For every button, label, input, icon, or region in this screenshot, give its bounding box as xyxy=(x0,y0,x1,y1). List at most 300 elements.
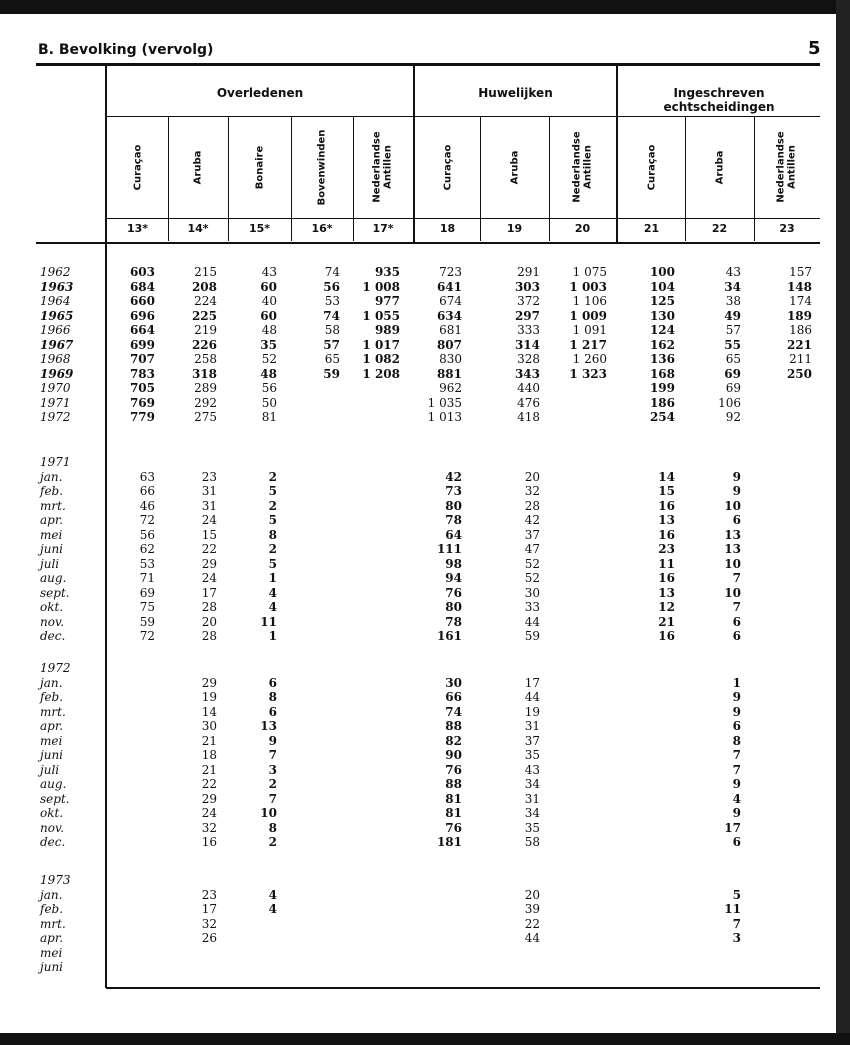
table-cell: 7 xyxy=(732,762,741,777)
table-cell: 9 xyxy=(732,777,741,791)
row-label: okt. xyxy=(40,806,64,820)
table-cell: 440 xyxy=(517,381,540,395)
table-cell: 4 xyxy=(268,585,277,600)
table-cell: 221 xyxy=(786,337,812,352)
table-cell: 20 xyxy=(524,469,540,484)
table-cell: 72 xyxy=(139,629,155,643)
row-label: okt. xyxy=(40,600,64,614)
row-label: juli xyxy=(40,556,60,571)
row-label: sept. xyxy=(40,585,70,600)
table-cell: 1 260 xyxy=(572,352,607,366)
table-cell: 16 xyxy=(658,498,675,513)
table-cell: 208 xyxy=(191,279,217,294)
table-cell: 226 xyxy=(191,337,217,352)
table-cell: 314 xyxy=(514,337,540,352)
table-cell: 69 xyxy=(139,585,155,600)
table-cell: 9 xyxy=(732,469,741,484)
table-cell: 76 xyxy=(445,820,462,835)
table-cell: 20 xyxy=(201,614,217,629)
table-cell: 4 xyxy=(268,600,277,614)
table-cell: 34 xyxy=(524,777,540,791)
table-cell: 935 xyxy=(374,265,400,279)
table-cell: 124 xyxy=(649,323,675,337)
table-cell: 94 xyxy=(445,571,462,585)
table-cell: 161 xyxy=(436,629,462,643)
table-cell: 35 xyxy=(260,337,277,352)
row-label: jan. xyxy=(40,675,63,690)
group-label-overledenen: Overledenen xyxy=(216,86,304,100)
row-label: nov. xyxy=(40,820,65,835)
table-cell: 15 xyxy=(658,484,675,498)
column-header-17 xyxy=(353,118,413,216)
table-cell: 40 xyxy=(261,294,277,308)
table-cell: 21 xyxy=(201,733,217,748)
table-cell: 603 xyxy=(129,265,155,279)
row-label: 1970 xyxy=(40,381,71,395)
table-cell: 291 xyxy=(517,265,540,279)
table-cell: 69 xyxy=(724,366,741,381)
table-cell: 74 xyxy=(323,308,340,323)
table-cell: 29 xyxy=(201,791,217,806)
table-cell: 10 xyxy=(260,806,277,820)
table-cell: 13 xyxy=(260,719,277,733)
table-cell: 34 xyxy=(724,279,741,294)
table-cell: 11 xyxy=(724,902,741,916)
number-rule xyxy=(106,218,820,219)
table-cell: 684 xyxy=(129,279,155,294)
table-cell: 1 217 xyxy=(569,337,607,352)
row-label: juni xyxy=(40,960,64,974)
table-cell: 14 xyxy=(658,469,675,484)
row-label: aug. xyxy=(40,777,67,791)
table-cell: 78 xyxy=(445,614,462,629)
table-cell: 44 xyxy=(524,931,540,945)
row-label: sept. xyxy=(40,791,70,806)
table-cell: 292 xyxy=(194,395,217,410)
table-cell: 7 xyxy=(732,748,741,762)
table-cell: 297 xyxy=(514,308,540,323)
table-cell: 769 xyxy=(129,395,155,410)
table-cell: 4 xyxy=(268,887,277,902)
table-cell: 881 xyxy=(436,366,462,381)
table-cell: 641 xyxy=(436,279,462,294)
table-cell: 29 xyxy=(201,556,217,571)
table-cell: 81 xyxy=(445,791,462,806)
table-cell: 1 008 xyxy=(362,279,400,294)
column-number: 16* xyxy=(311,222,333,235)
table-cell: 29 xyxy=(201,675,217,690)
row-label: mei xyxy=(40,527,63,542)
table-cell: 30 xyxy=(445,675,462,690)
table-cell: 215 xyxy=(194,265,217,279)
row-label: 1972 xyxy=(40,410,71,424)
table-cell: 275 xyxy=(194,410,217,424)
table-cell: 35 xyxy=(524,820,540,835)
table-cell: 660 xyxy=(129,294,155,308)
table-cell: 34 xyxy=(524,806,540,820)
table-cell: 6 xyxy=(732,835,741,849)
table-cell: 174 xyxy=(789,294,812,308)
table-cell: 5 xyxy=(732,887,741,902)
table-cell: 12 xyxy=(658,600,675,614)
table-cell: 63 xyxy=(139,469,155,484)
row-label: 1967 xyxy=(40,337,74,352)
column-number: 21 xyxy=(643,222,660,235)
table-cell: 31 xyxy=(524,791,540,806)
table-cell: 60 xyxy=(260,279,277,294)
column-header-18 xyxy=(415,118,480,216)
block-year-heading: 1971 xyxy=(40,455,71,469)
table-cell: 28 xyxy=(201,600,217,614)
row-label: mrt. xyxy=(40,916,66,931)
column-header-15 xyxy=(228,118,291,216)
table-cell: 64 xyxy=(445,527,462,542)
column-header-label: Curaçao xyxy=(442,144,453,190)
row-label: nov. xyxy=(40,614,65,629)
table-cell: 55 xyxy=(724,337,741,352)
table-cell: 48 xyxy=(260,366,277,381)
column-number: 22 xyxy=(711,222,728,235)
table-cell: 8 xyxy=(268,527,277,542)
table-cell: 23 xyxy=(201,887,217,902)
row-label: juli xyxy=(40,762,60,777)
table-cell: 59 xyxy=(139,614,155,629)
table-cell: 35 xyxy=(524,748,540,762)
table-cell: 30 xyxy=(201,719,217,733)
table-cell: 17 xyxy=(201,585,217,600)
table-cell: 52 xyxy=(524,571,540,585)
table-cell: 82 xyxy=(445,733,462,748)
column-header-16 xyxy=(291,118,353,216)
table-cell: 8 xyxy=(268,690,277,704)
table-cell: 10 xyxy=(724,556,741,571)
table-cell: 32 xyxy=(201,820,217,835)
column-number: 23 xyxy=(779,222,795,235)
row-label: apr. xyxy=(40,513,64,527)
table-cell: 24 xyxy=(201,571,217,585)
table-cell: 1 055 xyxy=(362,308,400,323)
table-cell: 17 xyxy=(201,902,217,916)
table-cell: 81 xyxy=(445,806,462,820)
column-number: 18 xyxy=(439,222,456,235)
table-cell: 44 xyxy=(524,614,540,629)
table-cell: 1 009 xyxy=(569,308,607,323)
table-cell: 24 xyxy=(201,806,217,820)
column-header-label: Nederlandse Antillen xyxy=(372,131,394,203)
table-cell: 98 xyxy=(445,556,462,571)
column-header-label: Bonaire xyxy=(253,145,265,189)
table-cell: 9 xyxy=(732,806,741,820)
table-cell: 60 xyxy=(260,308,277,323)
table-cell: 57 xyxy=(725,323,741,337)
table-cell: 343 xyxy=(514,366,540,381)
table-cell: 72 xyxy=(139,513,155,527)
table-cell: 8 xyxy=(732,733,741,748)
table-cell: 88 xyxy=(445,719,462,733)
table-cell: 28 xyxy=(524,498,540,513)
table-cell: 69 xyxy=(725,381,741,395)
table-cell: 723 xyxy=(439,265,462,279)
column-header-label: Aruba xyxy=(713,150,725,184)
block-year-heading: 1973 xyxy=(40,873,71,887)
table-cell: 664 xyxy=(129,323,155,337)
group-rule xyxy=(106,116,820,117)
row-label: 1968 xyxy=(40,352,71,366)
table-cell: 186 xyxy=(649,395,675,410)
column-header-20 xyxy=(549,118,616,216)
table-cell: 37 xyxy=(524,733,540,748)
table-cell: 6 xyxy=(268,675,277,690)
table-cell: 1 xyxy=(268,571,277,585)
table-cell: 104 xyxy=(649,279,675,294)
group-label-huwelijken: Huwelijken xyxy=(478,86,553,100)
table-cell: 318 xyxy=(191,366,217,381)
table-cell: 76 xyxy=(445,585,462,600)
table-cell: 4 xyxy=(732,791,741,806)
table-cell: 1 208 xyxy=(362,366,400,381)
table-cell: 92 xyxy=(725,410,741,424)
table-cell: 1 013 xyxy=(427,410,462,424)
table-cell: 7 xyxy=(732,600,741,614)
table-cell: 199 xyxy=(649,381,675,395)
table-cell: 28 xyxy=(201,629,217,643)
table-cell: 258 xyxy=(194,352,217,366)
column-header-label: Curaçao xyxy=(132,144,143,190)
column-number: 15* xyxy=(248,222,271,235)
table-cell: 6 xyxy=(732,614,741,629)
table-cell: 31 xyxy=(201,498,217,513)
table-cell: 56 xyxy=(261,381,277,395)
table-cell: 977 xyxy=(374,294,400,308)
table-cell: 783 xyxy=(129,366,155,381)
table-cell: 181 xyxy=(436,835,462,849)
row-label: feb. xyxy=(40,902,64,916)
table-cell: 23 xyxy=(658,542,675,556)
table-cell: 100 xyxy=(649,265,675,279)
table-cell: 52 xyxy=(261,352,277,366)
row-label: 1965 xyxy=(40,308,74,323)
table-cell: 21 xyxy=(201,762,217,777)
table-cell: 1 106 xyxy=(572,294,607,308)
table-cell: 705 xyxy=(129,381,155,395)
table-cell: 13 xyxy=(724,527,741,542)
table-cell: 21 xyxy=(658,614,675,629)
table-cell: 1 003 xyxy=(569,279,607,294)
column-header-13 xyxy=(107,118,168,216)
table-cell: 18 xyxy=(201,748,217,762)
table-cell: 71 xyxy=(139,571,155,585)
column-header-21 xyxy=(618,118,685,216)
table-cell: 22 xyxy=(201,542,217,556)
table-cell: 1 xyxy=(732,675,741,690)
column-header-label: Nederlandse Antillen xyxy=(776,131,798,203)
page-number: 5 xyxy=(808,38,821,59)
row-label: 1969 xyxy=(40,366,74,381)
table-cell: 48 xyxy=(261,323,277,337)
table-cell: 30 xyxy=(524,585,540,600)
table-cell: 17 xyxy=(724,820,741,835)
table-cell: 186 xyxy=(789,323,812,337)
table-cell: 78 xyxy=(445,513,462,527)
table-cell: 11 xyxy=(658,556,675,571)
table-cell: 211 xyxy=(789,352,812,366)
table-cell: 16 xyxy=(201,835,217,849)
table-cell: 90 xyxy=(445,748,462,762)
table-cell: 1 017 xyxy=(362,337,400,352)
table-cell: 58 xyxy=(324,323,340,337)
row-label: feb. xyxy=(40,484,64,498)
group-label-echtscheidingen: Ingeschreven echtscheidingen xyxy=(663,86,775,114)
table-cell: 707 xyxy=(129,352,155,366)
table-cell: 80 xyxy=(445,498,462,513)
table-cell: 1 xyxy=(268,629,277,643)
table-cell: 42 xyxy=(524,513,540,527)
table-cell: 57 xyxy=(323,337,340,352)
row-label: jan. xyxy=(40,887,63,902)
column-header-label: Nederlandse Antillen xyxy=(571,131,594,203)
table-cell: 254 xyxy=(649,410,675,424)
table-cell: 219 xyxy=(194,323,217,337)
row-label: mei xyxy=(40,733,63,748)
table-cell: 15 xyxy=(201,527,217,542)
block-year-heading: 1972 xyxy=(40,661,71,675)
column-header-label: Aruba xyxy=(508,150,520,184)
table-cell: 372 xyxy=(517,294,540,308)
table-cell: 106 xyxy=(718,395,741,410)
table-cell: 1 035 xyxy=(427,395,462,410)
header-bottom-rule xyxy=(36,242,820,244)
table-cell: 52 xyxy=(524,556,540,571)
table-cell: 6 xyxy=(732,719,741,733)
table-cell: 76 xyxy=(445,762,462,777)
column-number: 17* xyxy=(372,222,394,235)
table-cell: 16 xyxy=(658,571,675,585)
table-cell: 66 xyxy=(445,690,462,704)
table-cell: 53 xyxy=(324,294,340,308)
row-label: dec. xyxy=(40,629,66,643)
table-cell: 111 xyxy=(436,542,462,556)
table-cell: 13 xyxy=(658,513,675,527)
table-cell: 24 xyxy=(201,513,217,527)
column-header-14 xyxy=(168,118,228,216)
table-cell: 7 xyxy=(268,748,277,762)
table-cell: 989 xyxy=(374,323,400,337)
table-cell: 44 xyxy=(524,690,540,704)
row-label: mrt. xyxy=(40,704,66,719)
row-label: aug. xyxy=(40,571,67,585)
row-label: mei xyxy=(40,945,63,960)
table-cell: 58 xyxy=(524,835,540,849)
table-cell: 1 082 xyxy=(362,352,400,366)
table-cell: 148 xyxy=(786,279,812,294)
table-cell: 9 xyxy=(732,704,741,719)
table-cell: 42 xyxy=(445,469,462,484)
table-cell: 23 xyxy=(201,469,217,484)
row-label: apr. xyxy=(40,931,64,945)
table-cell: 5 xyxy=(268,556,277,571)
column-number: 13* xyxy=(126,222,149,235)
table-cell: 7 xyxy=(268,791,277,806)
table-cell: 9 xyxy=(732,484,741,498)
row-label: 1963 xyxy=(40,279,74,294)
row-label: 1962 xyxy=(40,265,71,279)
column-number: 19 xyxy=(506,222,523,235)
column-header-19 xyxy=(480,118,549,216)
table-cell: 3 xyxy=(732,931,741,945)
table-cell: 6 xyxy=(732,629,741,643)
row-label: 1964 xyxy=(40,294,71,308)
table-cell: 39 xyxy=(524,902,540,916)
column-header-label: Bovenwinden xyxy=(316,129,328,205)
table-cell: 2 xyxy=(268,777,277,791)
table-cell: 31 xyxy=(524,719,540,733)
table-cell: 13 xyxy=(724,542,741,556)
table-cell: 5 xyxy=(268,484,277,498)
table-cell: 16 xyxy=(658,629,675,643)
table-cell: 7 xyxy=(732,571,741,585)
row-label: 1971 xyxy=(40,395,71,410)
table-cell: 74 xyxy=(324,265,340,279)
row-label: dec. xyxy=(40,835,66,849)
table-cell: 303 xyxy=(514,279,540,294)
row-label: 1966 xyxy=(40,323,71,337)
column-header-22 xyxy=(685,118,754,216)
table-cell: 22 xyxy=(201,777,217,791)
column-header-label: Aruba xyxy=(192,150,204,184)
row-label: juni xyxy=(40,542,64,556)
section-title: B. Bevolking (vervolg) xyxy=(38,42,214,58)
table-cell: 20 xyxy=(524,887,540,902)
table-cell: 168 xyxy=(649,366,675,381)
table-cell: 674 xyxy=(439,294,462,308)
table-cell: 56 xyxy=(323,279,340,294)
table-cell: 65 xyxy=(324,352,340,366)
table-cell: 56 xyxy=(139,527,155,542)
table-cell: 80 xyxy=(445,600,462,614)
table-cell: 136 xyxy=(649,352,675,366)
table-cell: 289 xyxy=(194,381,217,395)
table-cell: 47 xyxy=(524,542,540,556)
table-cell: 33 xyxy=(524,600,540,614)
table-cell: 22 xyxy=(524,916,540,931)
table-cell: 10 xyxy=(724,585,741,600)
table-cell: 59 xyxy=(323,366,340,381)
table-cell: 59 xyxy=(524,629,540,643)
table-cell: 17 xyxy=(524,675,540,690)
table-cell: 49 xyxy=(724,308,741,323)
table-cell: 31 xyxy=(201,484,217,498)
table-cell: 6 xyxy=(268,704,277,719)
table-cell: 696 xyxy=(129,308,155,323)
table-cell: 75 xyxy=(139,600,155,614)
table-cell: 699 xyxy=(129,337,155,352)
table-cell: 43 xyxy=(261,265,277,279)
table-cell: 88 xyxy=(445,777,462,791)
table-cell: 1 091 xyxy=(572,323,607,337)
table-cell: 65 xyxy=(725,352,741,366)
table-bottom-rule xyxy=(106,987,820,989)
table-cell: 16 xyxy=(658,527,675,542)
table-cell: 13 xyxy=(658,585,675,600)
column-header-label: Curaçao xyxy=(646,144,657,190)
table-cell: 3 xyxy=(268,762,277,777)
table-cell: 7 xyxy=(732,916,741,931)
top-rule xyxy=(36,63,820,66)
table-cell: 333 xyxy=(517,323,540,337)
table-cell: 130 xyxy=(649,308,675,323)
table-cell: 2 xyxy=(268,498,277,513)
column-header-23 xyxy=(754,118,820,216)
